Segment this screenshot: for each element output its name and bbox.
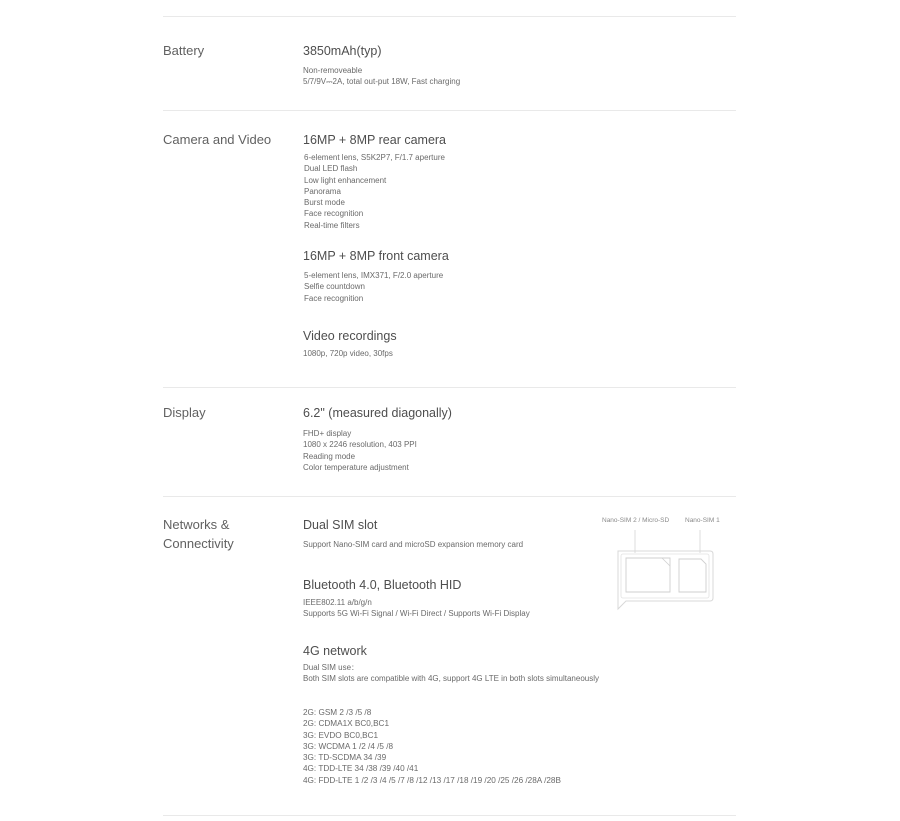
battery-line: 5/7/9V⎓2A, total out-put 18W, Fast charging — [303, 77, 461, 87]
slot2-shape — [626, 558, 670, 592]
tray-slot2-label: Nano-SIM 2 / Micro-SD — [602, 517, 670, 524]
networks-label-line: Networks & — [163, 517, 230, 532]
display-line: Reading mode — [303, 451, 356, 461]
video-line: 1080p, 720p video, 30fps — [303, 349, 393, 358]
video-details — [303, 348, 393, 359]
band-item: 2G: CDMA1X BC0,BC1 — [303, 719, 389, 729]
front-camera-line: 5-element lens, IMX371, F/2.0 aperture — [304, 271, 444, 280]
battery-divider — [163, 110, 736, 111]
battery-heading: 3850mAh(typ) — [303, 44, 382, 58]
camera-label: Camera and Video — [163, 132, 272, 147]
display-line: FHD+ display — [303, 429, 352, 438]
display-line: Color temperature adjustment — [303, 462, 409, 472]
bluetooth-line: Supports 5G Wi-Fi Signal / Wi-Fi Direct / Supports Wi-Fi Display — [303, 609, 530, 619]
slot1-shape — [679, 559, 706, 592]
slot2-notch — [662, 558, 670, 566]
sim-line: Support Nano-SIM card and microSD expansion memory card — [303, 540, 524, 549]
network-4g-heading: 4G network — [303, 644, 367, 658]
networks-label — [163, 515, 234, 553]
camera-divider — [163, 387, 736, 388]
band-item: 3G: TD-SCDMA 34 /39 — [303, 753, 387, 763]
display-details — [303, 428, 417, 473]
front-camera-line: Face recognition — [304, 293, 364, 303]
battery-line: Non-removeable — [303, 66, 363, 75]
tray-slot1-label: Nano-SIM 1 — [685, 517, 720, 524]
video-heading: Video recordings — [303, 329, 397, 343]
band-item: 3G: WCDMA 1 /2 /4 /5 /8 — [303, 741, 394, 751]
battery-label: Battery — [163, 43, 205, 58]
battery-details — [303, 65, 460, 88]
band-item: 4G: TDD-LTE 34 /38 /39 /40 /41 — [303, 764, 419, 774]
front-camera-line: Selfie countdown — [304, 282, 365, 292]
band-item: 3G: EVDO BC0,BC1 — [303, 730, 379, 740]
rear-camera-line: Real-time filters — [304, 220, 360, 230]
rear-camera-line: Panorama — [304, 186, 341, 196]
bluetooth-line: IEEE802.11 a/b/g/n — [303, 598, 372, 607]
display-heading: 6.2" (measured diagonally) — [303, 406, 452, 420]
rear-camera-line: Low light enhancement — [304, 175, 387, 185]
rear-camera-line: Dual LED flash — [304, 164, 358, 174]
rear-camera-line: 6-element lens, S5K2P7, F/1.7 aperture — [304, 153, 445, 162]
sim-tray-illustration — [598, 526, 722, 616]
bottom-divider — [163, 815, 736, 816]
rear-camera-heading: 16MP + 8MP rear camera — [303, 133, 447, 147]
networks-label-line: Connectivity — [163, 536, 234, 551]
band-list — [303, 707, 561, 786]
bluetooth-details — [303, 597, 530, 620]
tray-outline — [618, 551, 713, 609]
network-4g-line: Dual SIM use： — [303, 663, 360, 672]
bluetooth-heading: Bluetooth 4.0, Bluetooth HID — [303, 578, 462, 592]
display-divider — [163, 496, 736, 497]
front-camera-heading: 16MP + 8MP front camera — [303, 249, 449, 263]
top-divider — [163, 16, 736, 17]
network-4g-details — [303, 662, 599, 685]
sim-details — [303, 539, 523, 550]
network-4g-line: Both SIM slots are compatible with 4G, support 4G LTE in both slots simultaneously — [303, 674, 599, 684]
front-camera-details — [304, 270, 443, 304]
display-label: Display — [163, 405, 206, 420]
display-line: 1080 x 2246 resolution, 403 PPI — [303, 440, 417, 450]
band-item: 2G: GSM 2 /3 /5 /8 — [303, 708, 372, 717]
rear-camera-line: Face recognition — [304, 209, 364, 219]
rear-camera-details — [304, 152, 445, 231]
rear-camera-line: Burst mode — [304, 198, 345, 208]
band-item: 4G: FDD-LTE 1 /2 /3 /4 /5 /7 /8 /12 /13 /17 /18 /19 /20 /25 /26 /28A /28B — [303, 775, 561, 785]
sim-heading: Dual SIM slot — [303, 518, 378, 532]
